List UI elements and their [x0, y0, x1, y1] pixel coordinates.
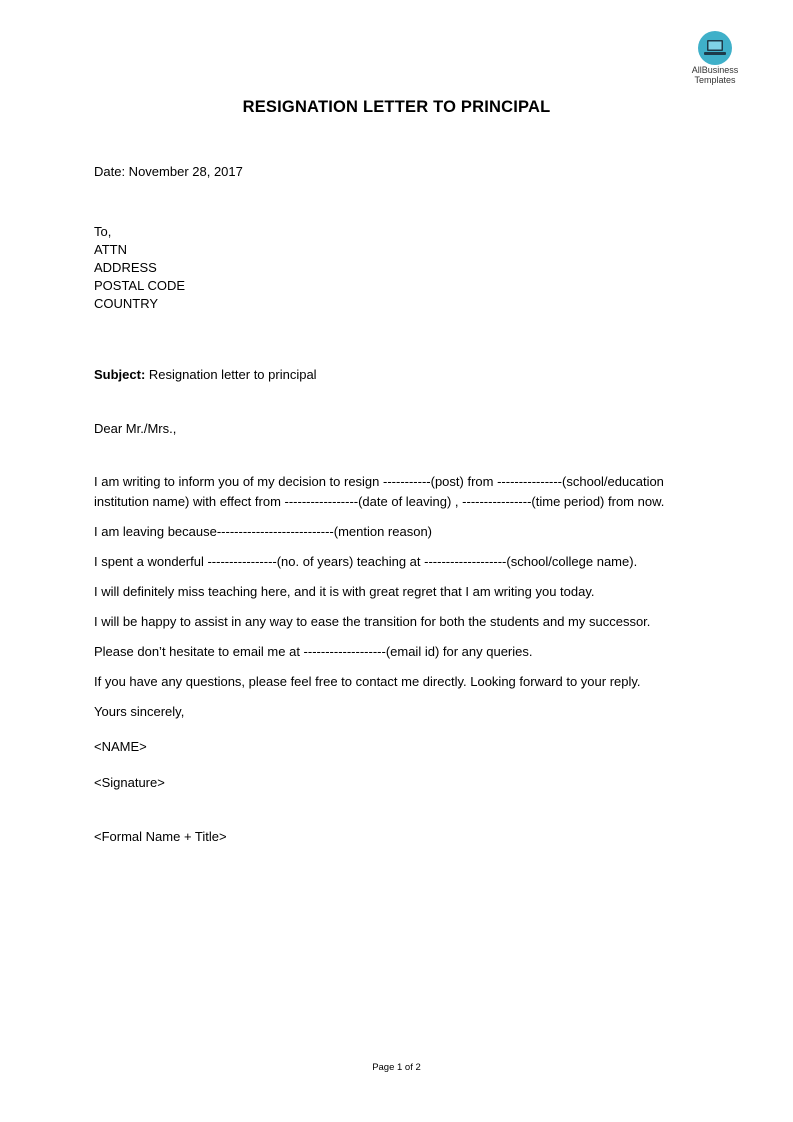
allbusiness-logo — [686, 31, 744, 85]
body-paragraph-4: I will definitely miss teaching here, and it is with great regret that I am writing you today. — [94, 584, 595, 599]
subject-line — [94, 366, 317, 384]
logo-text-line1: AllBusiness — [691, 65, 739, 75]
subject-label: Subject: — [94, 367, 146, 382]
page-number: Page 1 of 2 — [372, 1062, 421, 1073]
body-paragraph-7: If you have any questions, please feel free to contact me directly. Looking forward to your reply. — [94, 674, 641, 689]
address-line: ADDRESS — [94, 260, 157, 275]
letter-title: RESIGNATION LETTER TO PRINCIPAL — [242, 98, 551, 116]
body-paragraph-3: I spent a wonderful ----------------(no. of years) teaching at -------------------(school/college name). — [94, 554, 638, 569]
name-placeholder: <NAME> — [94, 739, 147, 754]
body-paragraph-6: Please don’t hesitate to email me at -------------------(email id) for any queries. — [94, 644, 533, 659]
address-postal-code: POSTAL CODE — [94, 278, 186, 293]
body-paragraph-5: I will be happy to assist in any way to ease the transition for both the students and my successor. — [94, 614, 651, 629]
formal-name-placeholder: <Formal Name + Title> — [94, 829, 227, 844]
address-to: To, — [94, 224, 112, 239]
body-paragraph-1: I am writing to inform you of my decision to resign -----------(post) from ---------------(school/education institution name) with effect from -----------------(date of leaving) , ----------------(time period) from now. — [94, 474, 665, 509]
address-attn: ATTN — [94, 242, 127, 257]
subject-text: Resignation letter to principal — [145, 367, 317, 382]
logo-text-line2: Templates — [694, 75, 736, 85]
signature-placeholder: <Signature> — [94, 775, 165, 790]
letter-date: Date: November 28, 2017 — [94, 164, 243, 179]
address-country: COUNTRY — [94, 296, 159, 311]
salutation: Dear Mr./Mrs., — [94, 421, 177, 436]
laptop-icon — [698, 31, 732, 65]
body-paragraph-2: I am leaving because---------------------------(mention reason) — [94, 524, 433, 539]
closing: Yours sincerely, — [94, 704, 185, 719]
